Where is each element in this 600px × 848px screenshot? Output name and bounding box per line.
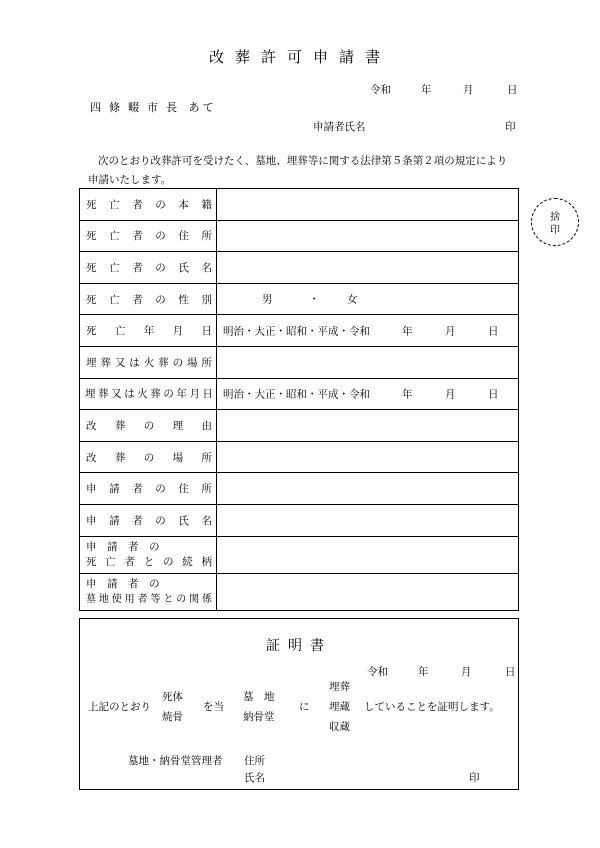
row-value-field[interactable] <box>217 220 519 252</box>
date-era: 令和 <box>370 84 391 96</box>
cert-date-month: 月 <box>461 666 472 678</box>
row-value-field[interactable] <box>217 473 519 505</box>
cert-verb: を当 <box>203 701 224 713</box>
date-day: 日 <box>507 84 518 96</box>
addressee <box>90 99 217 115</box>
certificate-section <box>79 618 519 790</box>
cert-place-ossuary: 納骨堂 <box>243 711 275 723</box>
day-label: 日 <box>488 388 499 401</box>
row-label: 死亡者の住所 <box>86 230 212 243</box>
row-label: 申請者の氏名 <box>86 514 212 527</box>
table-row <box>80 473 519 505</box>
cert-act-burial: 埋葬 <box>329 681 350 693</box>
era-options: 明治・大正・昭和・平成・令和 <box>223 325 370 338</box>
date-month: 月 <box>463 84 474 96</box>
addressee-honorific: あて <box>188 101 217 114</box>
cert-date-day: 日 <box>505 666 516 678</box>
document-title: 改葬許可申請書 <box>208 48 391 66</box>
table-row <box>80 315 519 347</box>
row-label: 申 請 者 の 墓地使用者等との関係 <box>86 577 212 605</box>
cert-above-text: 上記のとおり <box>88 701 151 713</box>
certificate-title: 証明書 <box>266 638 332 654</box>
row-value-field[interactable] <box>217 410 519 442</box>
table-row <box>80 346 519 378</box>
gender-female[interactable]: 女 <box>347 293 358 306</box>
gender-separator: ・ <box>309 293 320 306</box>
cert-manager-label: 墓地・納骨堂管理者 <box>128 755 223 767</box>
cert-date-era: 令和 <box>367 666 388 678</box>
cert-body-corpse: 死体 <box>162 691 183 703</box>
row-value-field[interactable] <box>217 283 519 315</box>
applicant-seal: 印 <box>505 121 516 133</box>
table-row <box>80 441 519 473</box>
gender-male[interactable]: 男 <box>262 293 273 306</box>
table-row <box>80 573 519 610</box>
row-value-field[interactable] <box>217 441 519 473</box>
cert-place-cemetery: 墓 地 <box>243 691 275 703</box>
row-label: 埋葬又は火葬の年月日 <box>85 388 213 401</box>
year-label: 年 <box>402 325 413 338</box>
cert-date-year: 年 <box>418 666 429 678</box>
table-row <box>80 220 519 252</box>
month-label: 月 <box>445 388 456 401</box>
table-row <box>80 504 519 536</box>
row-value-field[interactable] <box>217 315 519 347</box>
row-label: 申 請 者 の 死亡者との続柄 <box>86 540 212 568</box>
cert-name-label: 氏名 <box>244 772 265 784</box>
table-row <box>80 536 519 573</box>
row-label: 死亡者の性別 <box>86 293 212 306</box>
row-label: 改葬の理由 <box>86 419 212 432</box>
row-value-field[interactable] <box>217 346 519 378</box>
cert-closing-text: していることを証明します。 <box>364 701 500 713</box>
day-label: 日 <box>488 325 499 338</box>
date-year: 年 <box>421 84 432 96</box>
era-options: 明治・大正・昭和・平成・令和 <box>223 388 370 401</box>
row-label: 埋葬又は火葬の場所 <box>86 356 212 369</box>
applicant-name-label: 申請者氏名 <box>313 121 366 133</box>
discard-seal-mark: 捨 印 <box>531 198 579 246</box>
row-label: 死亡年月日 <box>86 325 212 338</box>
row-label: 申請者の住所 <box>86 483 212 496</box>
intro-line-1: 次のとおり改葬許可を受けたく、墓地、埋葬等に関する法律第５条第２項の規定により <box>98 155 508 167</box>
row-value-field[interactable] <box>217 189 519 221</box>
intro-line-2: 申請いたします。 <box>88 174 172 186</box>
cert-address-label: 住所 <box>244 755 265 767</box>
table-row <box>80 410 519 442</box>
row-label: 死亡者の本籍 <box>86 198 212 211</box>
table-row <box>80 283 519 315</box>
row-value-field[interactable] <box>217 504 519 536</box>
row-label: 死亡者の氏名 <box>86 261 212 274</box>
row-label: 改葬の場所 <box>86 451 212 464</box>
row-value-field[interactable] <box>217 252 519 284</box>
cert-body-bones: 焼骨 <box>162 711 183 723</box>
cert-particle: に <box>299 701 310 713</box>
cert-seal: 印 <box>469 772 480 784</box>
year-label: 年 <box>402 388 413 401</box>
row-value-field[interactable] <box>217 536 519 573</box>
table-row <box>80 378 519 410</box>
table-row <box>80 252 519 284</box>
table-row <box>80 189 519 221</box>
addressee-city: 四條畷市長 <box>90 101 185 114</box>
intro-text <box>88 152 533 190</box>
row-value-field[interactable] <box>217 378 519 410</box>
cert-act-interment: 埋蔵 <box>329 701 350 713</box>
row-value-field[interactable] <box>217 573 519 610</box>
cert-act-storage: 収蔵 <box>329 721 350 733</box>
month-label: 月 <box>445 325 456 338</box>
application-form-table <box>79 188 519 611</box>
